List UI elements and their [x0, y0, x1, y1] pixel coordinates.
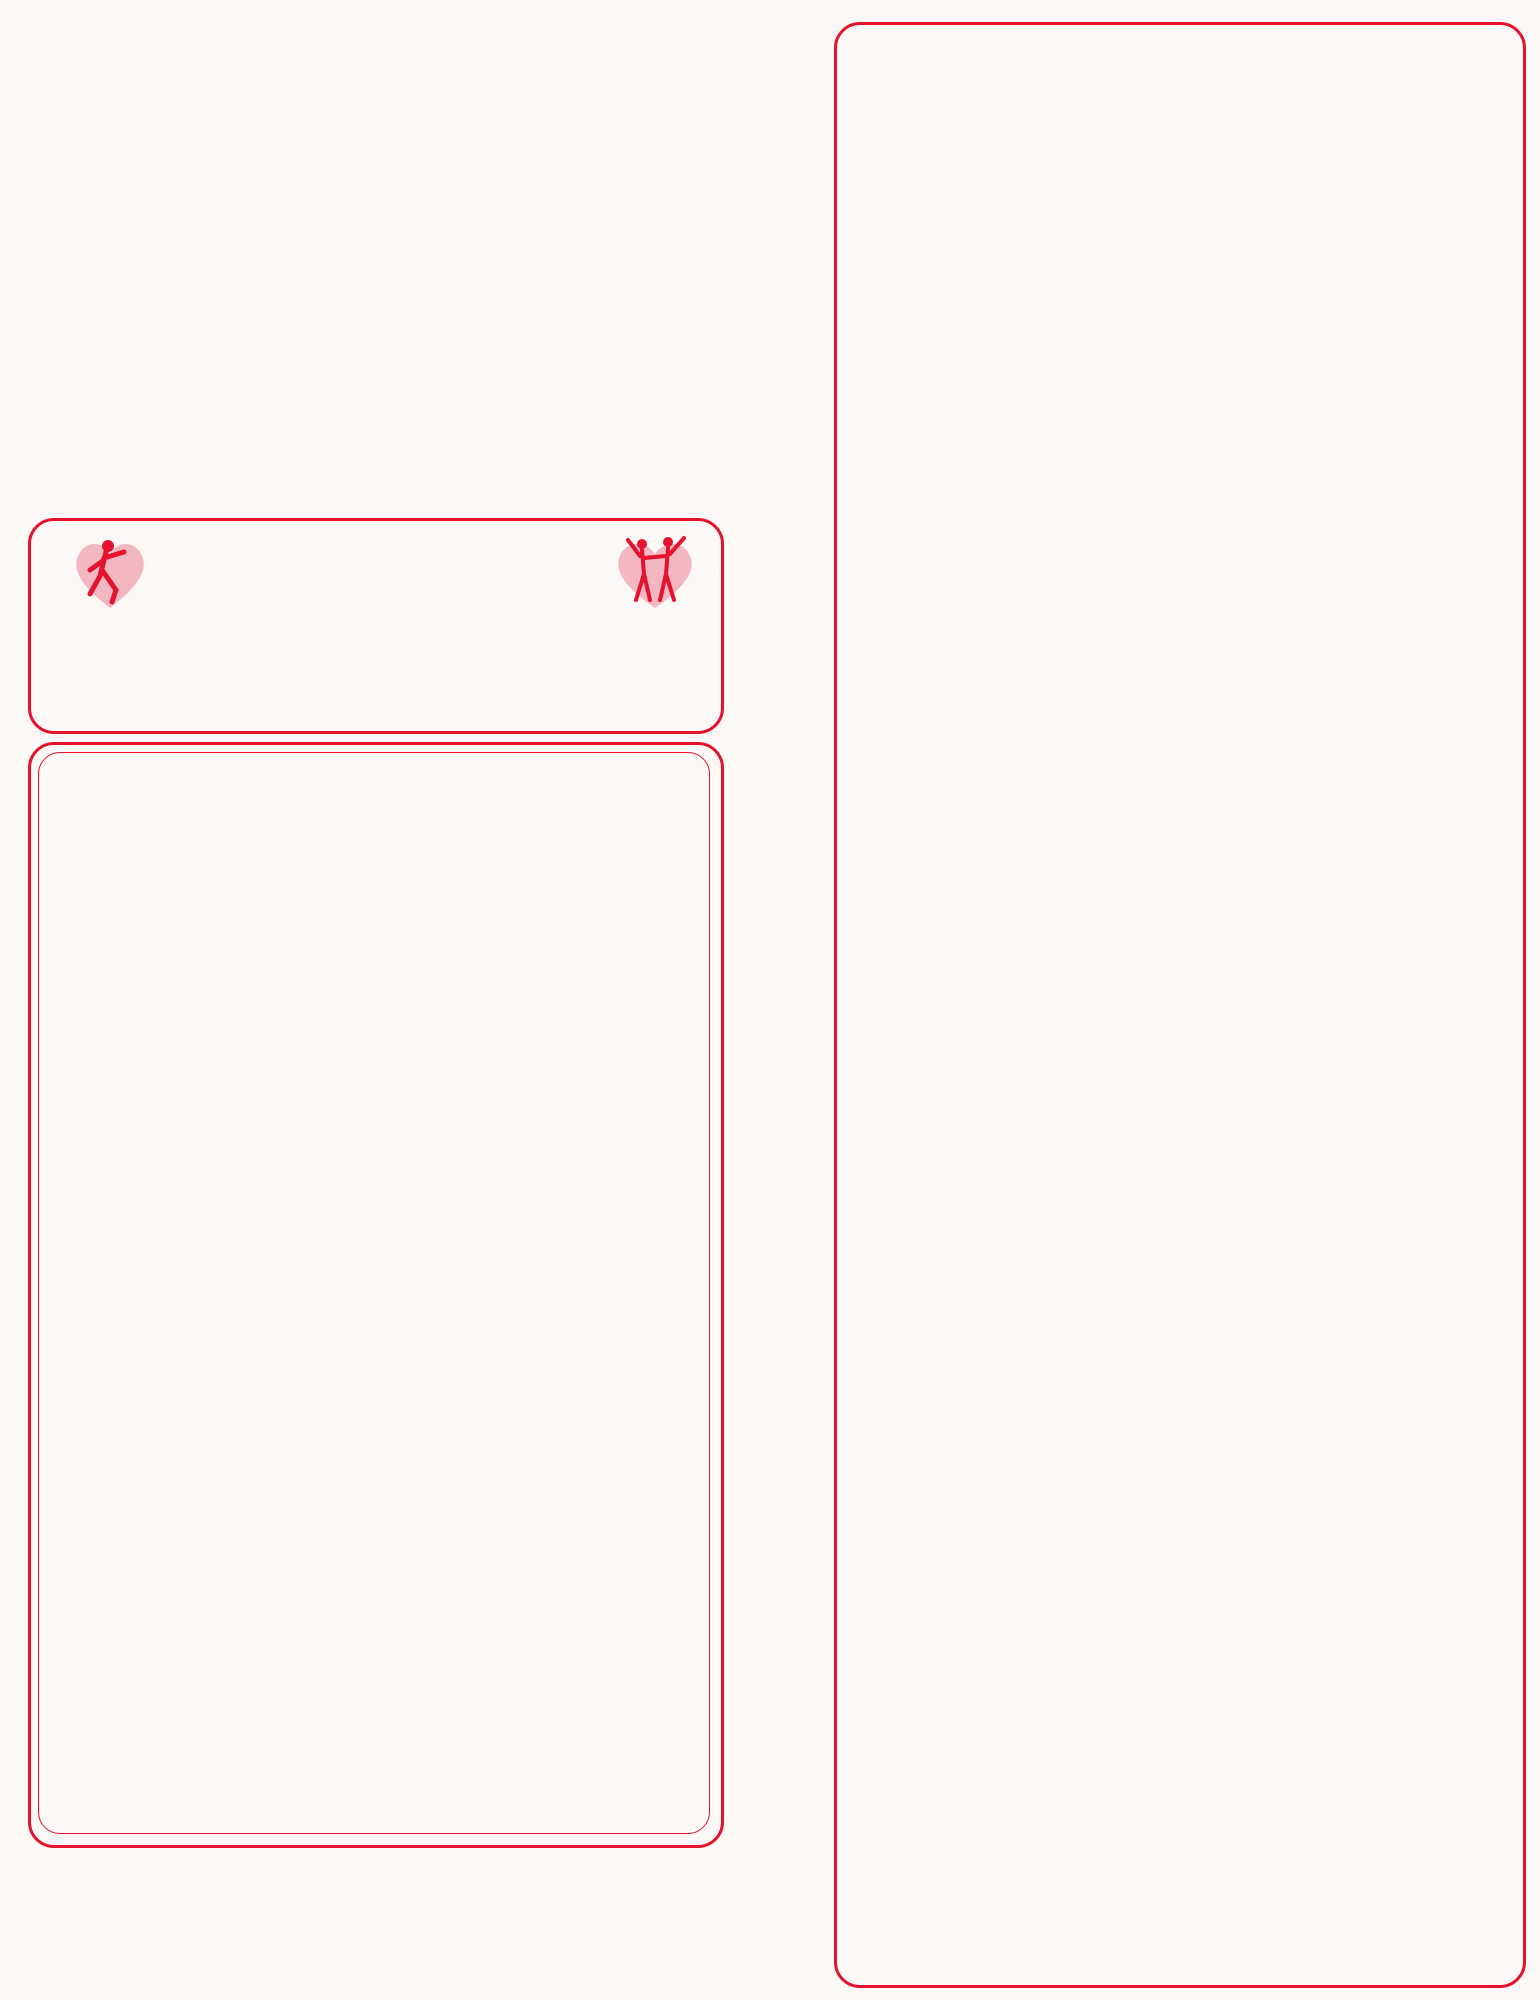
- sweet-sour-section: [30, 20, 720, 44]
- combination-section: [52, 764, 704, 772]
- dancing-couple-icon: [610, 530, 700, 610]
- diet-menu-section: [40, 530, 700, 548]
- chef-section: [854, 34, 1504, 52]
- exercise-figure-icon: [70, 530, 150, 610]
- side-order-section: [30, 1858, 720, 1862]
- combination-inner-border: [38, 752, 710, 1834]
- chef-box: [834, 22, 1526, 1988]
- chow-mei-fun-section: [30, 255, 720, 279]
